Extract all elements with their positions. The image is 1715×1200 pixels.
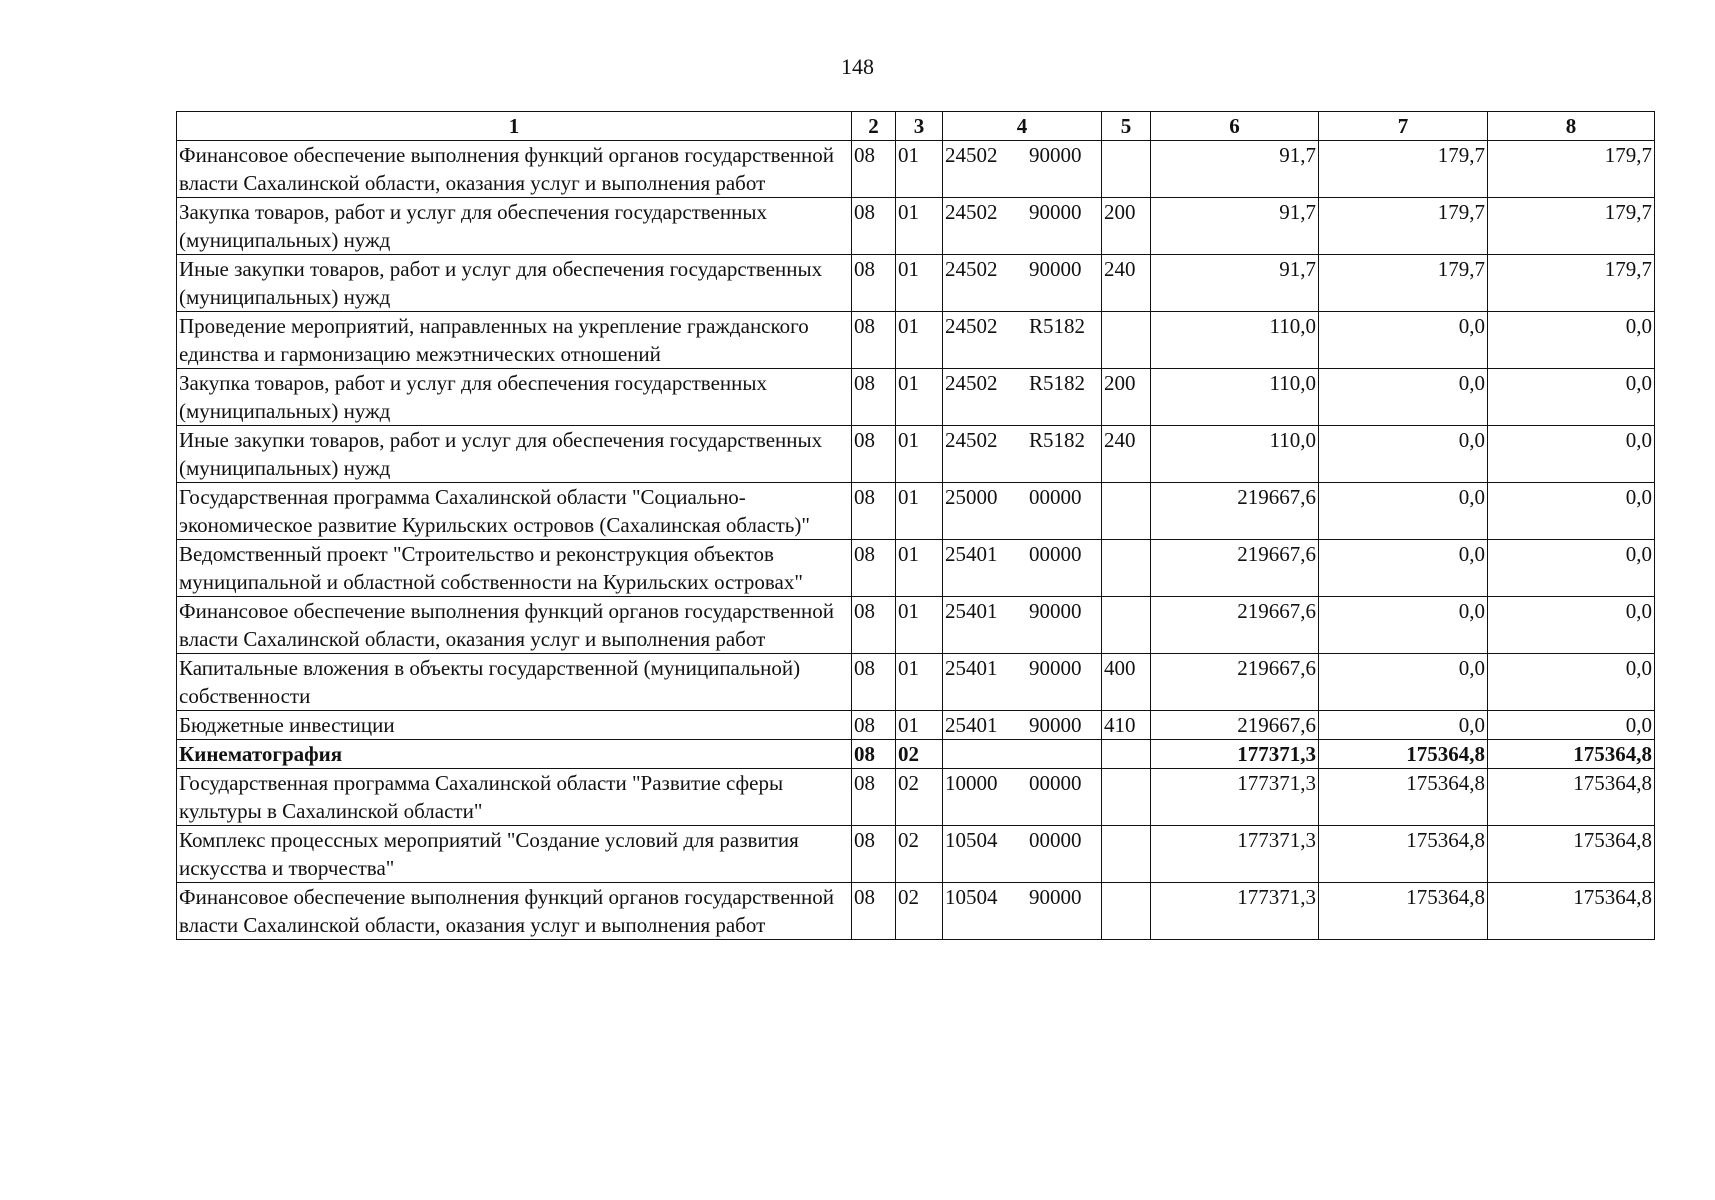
- row-name: Государственная программа Сахалинской области "Развитие сферы культуры в Сахалинской области": [177, 769, 852, 826]
- column-header-7: 7: [1319, 112, 1488, 141]
- row-amount-year-2: 175364,8: [1319, 740, 1488, 769]
- row-target-article: [943, 740, 1102, 769]
- row-expense-type: 400: [1102, 654, 1151, 711]
- column-header-1: 1: [177, 112, 852, 141]
- row-expense-type: [1102, 312, 1151, 369]
- row-amount-year-1: 219667,6: [1151, 654, 1319, 711]
- column-header-8: 8: [1488, 112, 1655, 141]
- row-direction-code: 00000: [1029, 828, 1082, 852]
- row-subsection: 02: [896, 883, 943, 940]
- row-direction-code: R5182: [1029, 428, 1086, 452]
- row-program-code: 24502: [945, 314, 998, 338]
- table-row: [177, 883, 1655, 940]
- table-row: [177, 740, 1655, 769]
- row-subsection: 01: [896, 255, 943, 312]
- table-row: [177, 654, 1655, 711]
- row-target-article: [943, 141, 1102, 198]
- row-program-code: 10000: [945, 771, 998, 795]
- column-header-6: 6: [1151, 112, 1319, 141]
- row-program-code: 25401: [945, 599, 998, 623]
- row-target-article: [943, 483, 1102, 540]
- row-program-code: 25401: [945, 656, 998, 680]
- row-section: 08: [852, 255, 896, 312]
- row-amount-year-1: 177371,3: [1151, 883, 1319, 940]
- row-section: 08: [852, 198, 896, 255]
- row-section: 08: [852, 883, 896, 940]
- row-target-article: [943, 198, 1102, 255]
- row-amount-year-2: 0,0: [1319, 483, 1488, 540]
- row-section: 08: [852, 540, 896, 597]
- row-amount-year-3: 0,0: [1488, 426, 1655, 483]
- row-amount-year-2: 0,0: [1319, 426, 1488, 483]
- budget-table: [176, 111, 1655, 940]
- row-name: Ведомственный проект "Строительство и реконструкция объектов муниципальной и областной собственности на Курильских островах": [177, 540, 852, 597]
- row-section: 08: [852, 711, 896, 740]
- row-amount-year-3: 0,0: [1488, 711, 1655, 740]
- row-direction-code: 90000: [1029, 599, 1082, 623]
- column-header-5: 5: [1102, 112, 1151, 141]
- row-expense-type: 200: [1102, 198, 1151, 255]
- row-name: Государственная программа Сахалинской области "Социально-экономическое развитие Курильских островов (Сахалинская область)": [177, 483, 852, 540]
- table-row: [177, 597, 1655, 654]
- row-subsection: 01: [896, 711, 943, 740]
- row-name: Закупка товаров, работ и услуг для обеспечения государственных (муниципальных) нужд: [177, 369, 852, 426]
- row-amount-year-2: 175364,8: [1319, 826, 1488, 883]
- row-amount-year-1: 110,0: [1151, 369, 1319, 426]
- row-name: Финансовое обеспечение выполнения функций органов государственной власти Сахалинской области, оказания услуг и выполнения работ: [177, 597, 852, 654]
- row-amount-year-1: 110,0: [1151, 312, 1319, 369]
- row-direction-code: 00000: [1029, 771, 1082, 795]
- table-row: [177, 483, 1655, 540]
- row-program-code: 24502: [945, 200, 998, 224]
- row-subsection: 02: [896, 740, 943, 769]
- row-amount-year-3: 179,7: [1488, 255, 1655, 312]
- row-subsection: 01: [896, 369, 943, 426]
- table-row: [177, 711, 1655, 740]
- row-target-article: [943, 883, 1102, 940]
- row-amount-year-3: 175364,8: [1488, 740, 1655, 769]
- row-amount-year-1: 91,7: [1151, 141, 1319, 198]
- row-amount-year-2: 0,0: [1319, 654, 1488, 711]
- row-name: Финансовое обеспечение выполнения функций органов государственной власти Сахалинской области, оказания услуг и выполнения работ: [177, 883, 852, 940]
- row-direction-code: R5182: [1029, 314, 1086, 338]
- row-expense-type: [1102, 597, 1151, 654]
- row-subsection: 01: [896, 141, 943, 198]
- row-name: Финансовое обеспечение выполнения функций органов государственной власти Сахалинской области, оказания услуг и выполнения работ: [177, 141, 852, 198]
- row-section: 08: [852, 654, 896, 711]
- row-name: Иные закупки товаров, работ и услуг для обеспечения государственных (муниципальных) нужд: [177, 255, 852, 312]
- row-section: 08: [852, 597, 896, 654]
- row-name: Проведение мероприятий, направленных на укрепление гражданского единства и гармонизацию межэтнических отношений: [177, 312, 852, 369]
- row-amount-year-1: 177371,3: [1151, 826, 1319, 883]
- row-amount-year-2: 0,0: [1319, 711, 1488, 740]
- table-row: [177, 540, 1655, 597]
- row-target-article: [943, 312, 1102, 369]
- row-amount-year-1: 219667,6: [1151, 597, 1319, 654]
- row-direction-code: 90000: [1029, 143, 1082, 167]
- row-amount-year-1: 219667,6: [1151, 711, 1319, 740]
- row-expense-type: 240: [1102, 255, 1151, 312]
- column-header-3: 3: [896, 112, 943, 141]
- row-name: Иные закупки товаров, работ и услуг для обеспечения государственных (муниципальных) нужд: [177, 426, 852, 483]
- row-target-article: [943, 369, 1102, 426]
- row-direction-code: 90000: [1029, 257, 1082, 281]
- row-amount-year-1: 177371,3: [1151, 740, 1319, 769]
- row-expense-type: [1102, 483, 1151, 540]
- row-subsection: 01: [896, 540, 943, 597]
- row-amount-year-2: 179,7: [1319, 198, 1488, 255]
- row-section: 08: [852, 769, 896, 826]
- row-direction-code: 90000: [1029, 200, 1082, 224]
- table-row: [177, 141, 1655, 198]
- row-amount-year-3: 175364,8: [1488, 826, 1655, 883]
- row-direction-code: 90000: [1029, 885, 1082, 909]
- row-subsection: 01: [896, 426, 943, 483]
- row-target-article: [943, 426, 1102, 483]
- row-target-article: [943, 540, 1102, 597]
- row-name: Закупка товаров, работ и услуг для обеспечения государственных (муниципальных) нужд: [177, 198, 852, 255]
- row-amount-year-2: 175364,8: [1319, 769, 1488, 826]
- row-subsection: 01: [896, 654, 943, 711]
- column-header-2: 2: [852, 112, 896, 141]
- row-amount-year-2: 0,0: [1319, 312, 1488, 369]
- page-number: 148: [841, 54, 874, 79]
- row-subsection: 01: [896, 597, 943, 654]
- table-row: [177, 198, 1655, 255]
- row-amount-year-3: 0,0: [1488, 483, 1655, 540]
- row-amount-year-2: 0,0: [1319, 369, 1488, 426]
- header-row: [177, 112, 1655, 141]
- row-amount-year-1: 91,7: [1151, 198, 1319, 255]
- row-target-article: [943, 597, 1102, 654]
- table-row: [177, 426, 1655, 483]
- row-direction-code: R5182: [1029, 371, 1086, 395]
- row-name: Капитальные вложения в объекты государственной (муниципальной) собственности: [177, 654, 852, 711]
- row-amount-year-3: 175364,8: [1488, 883, 1655, 940]
- row-amount-year-3: 0,0: [1488, 654, 1655, 711]
- table-row: [177, 826, 1655, 883]
- row-amount-year-2: 179,7: [1319, 255, 1488, 312]
- row-amount-year-1: 219667,6: [1151, 483, 1319, 540]
- row-program-code: 24502: [945, 428, 998, 452]
- row-name: Комплекс процессных мероприятий "Создание условий для развития искусства и творчества": [177, 826, 852, 883]
- row-expense-type: [1102, 141, 1151, 198]
- table-row: [177, 369, 1655, 426]
- row-section: 08: [852, 141, 896, 198]
- column-header-4: 4: [943, 112, 1102, 141]
- row-target-article: [943, 769, 1102, 826]
- row-direction-code: 00000: [1029, 485, 1082, 509]
- row-section: 08: [852, 369, 896, 426]
- row-program-code: 24502: [945, 257, 998, 281]
- table-row: [177, 312, 1655, 369]
- table-row: [177, 255, 1655, 312]
- row-program-code: 25000: [945, 485, 998, 509]
- row-direction-code: 90000: [1029, 656, 1082, 680]
- row-amount-year-1: 110,0: [1151, 426, 1319, 483]
- row-program-code: 10504: [945, 885, 998, 909]
- row-target-article: [943, 654, 1102, 711]
- row-program-code: 24502: [945, 143, 998, 167]
- row-direction-code: 00000: [1029, 542, 1082, 566]
- row-section: 08: [852, 826, 896, 883]
- row-section: 08: [852, 426, 896, 483]
- row-amount-year-2: 175364,8: [1319, 883, 1488, 940]
- row-subsection: 01: [896, 483, 943, 540]
- row-expense-type: 410: [1102, 711, 1151, 740]
- row-amount-year-3: 0,0: [1488, 369, 1655, 426]
- row-subsection: 01: [896, 198, 943, 255]
- row-section: 08: [852, 740, 896, 769]
- row-program-code: 24502: [945, 371, 998, 395]
- row-amount-year-2: 179,7: [1319, 141, 1488, 198]
- row-expense-type: 200: [1102, 369, 1151, 426]
- row-direction-code: 90000: [1029, 713, 1082, 737]
- table-row: [177, 769, 1655, 826]
- row-target-article: [943, 255, 1102, 312]
- row-amount-year-3: 175364,8: [1488, 769, 1655, 826]
- row-amount-year-3: 0,0: [1488, 597, 1655, 654]
- row-expense-type: [1102, 883, 1151, 940]
- row-expense-type: [1102, 769, 1151, 826]
- row-name: Кинематография: [177, 740, 852, 769]
- row-program-code: 25401: [945, 542, 998, 566]
- row-amount-year-2: 0,0: [1319, 540, 1488, 597]
- row-amount-year-3: 179,7: [1488, 141, 1655, 198]
- row-section: 08: [852, 483, 896, 540]
- row-subsection: 02: [896, 769, 943, 826]
- row-target-article: [943, 826, 1102, 883]
- row-target-article: [943, 711, 1102, 740]
- row-amount-year-1: 91,7: [1151, 255, 1319, 312]
- row-name: Бюджетные инвестиции: [177, 711, 852, 740]
- row-subsection: 01: [896, 312, 943, 369]
- row-expense-type: [1102, 826, 1151, 883]
- row-program-code: 25401: [945, 713, 998, 737]
- row-amount-year-3: 0,0: [1488, 540, 1655, 597]
- row-section: 08: [852, 312, 896, 369]
- row-expense-type: [1102, 540, 1151, 597]
- row-amount-year-2: 0,0: [1319, 597, 1488, 654]
- row-program-code: 10504: [945, 828, 998, 852]
- row-subsection: 02: [896, 826, 943, 883]
- table-body: [177, 141, 1655, 940]
- row-expense-type: [1102, 740, 1151, 769]
- row-expense-type: 240: [1102, 426, 1151, 483]
- row-amount-year-3: 179,7: [1488, 198, 1655, 255]
- row-amount-year-1: 219667,6: [1151, 540, 1319, 597]
- row-amount-year-3: 0,0: [1488, 312, 1655, 369]
- row-amount-year-1: 177371,3: [1151, 769, 1319, 826]
